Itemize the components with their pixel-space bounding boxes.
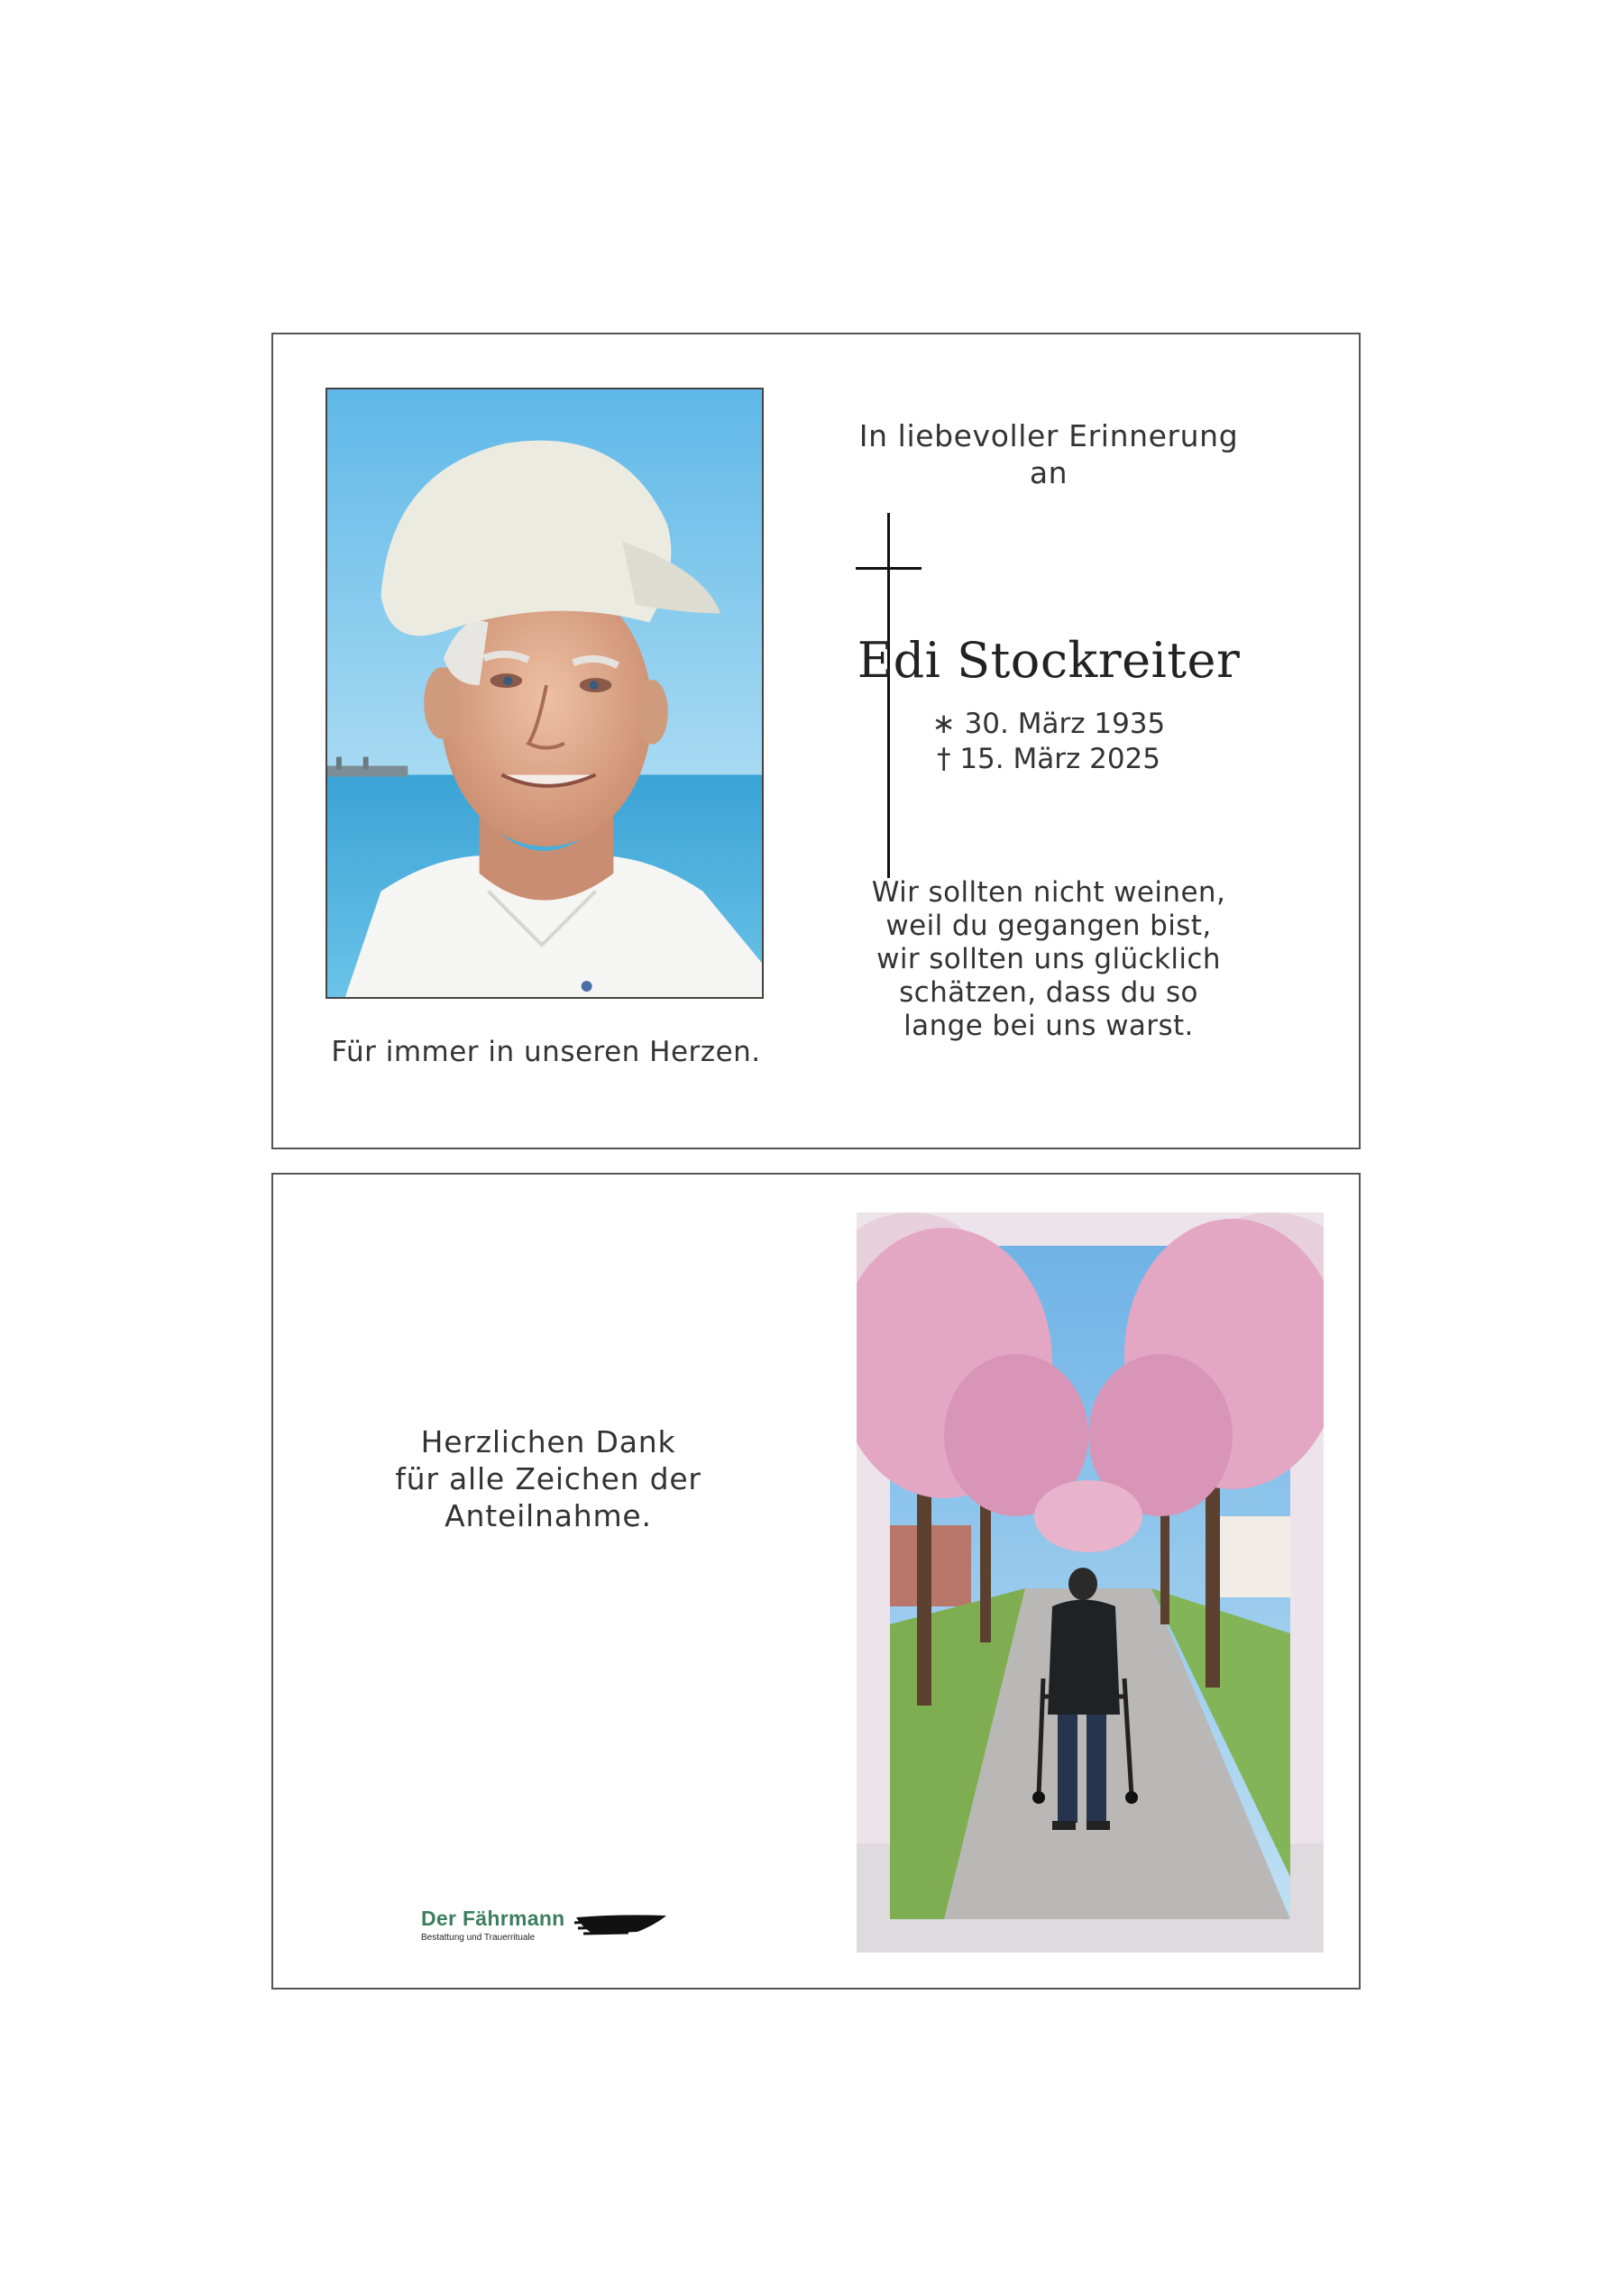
memorial-poem — [823, 876, 1274, 1043]
poem-line: weil du gegangen bist, — [885, 910, 1212, 942]
thanks-line: für alle Zeichen der — [395, 1461, 701, 1496]
life-dates — [850, 707, 1247, 777]
portrait-caption: Für immer in unseren Herzen. — [331, 1036, 761, 1068]
memorial-card-front — [271, 333, 1361, 1149]
poem-line: Wir sollten nicht weinen, — [871, 876, 1226, 909]
thank-you-text — [345, 1423, 751, 1534]
death-date: † 15. März 2025 — [936, 743, 1160, 775]
poem-line: wir sollten uns glücklich — [876, 943, 1221, 975]
intro-text — [814, 417, 1283, 491]
poem-line: schätzen, dass du so — [899, 976, 1198, 1009]
cross-icon-bar — [856, 567, 922, 570]
deceased-name: Edi Stockreiter — [857, 632, 1241, 689]
cherry-blossom-photo — [857, 1212, 1324, 1953]
logo-name: Der Fährmann — [421, 1907, 565, 1930]
memorial-card-back — [271, 1173, 1361, 1990]
birth-date: ∗ 30. März 1935 — [931, 708, 1166, 740]
intro-line-1: In liebevoller Erinnerung — [858, 418, 1239, 453]
portrait-photo — [326, 388, 764, 999]
funeral-home-logo — [421, 1907, 565, 1943]
intro-line-2: an — [1029, 455, 1068, 490]
thanks-line: Anteilnahme. — [445, 1498, 652, 1533]
poem-line: lange bei uns warst. — [903, 1010, 1194, 1042]
logo-tagline: Bestattung und Trauerrituale — [421, 1933, 536, 1943]
boat-icon — [574, 1910, 668, 1937]
thanks-line: Herzlichen Dank — [420, 1424, 676, 1459]
